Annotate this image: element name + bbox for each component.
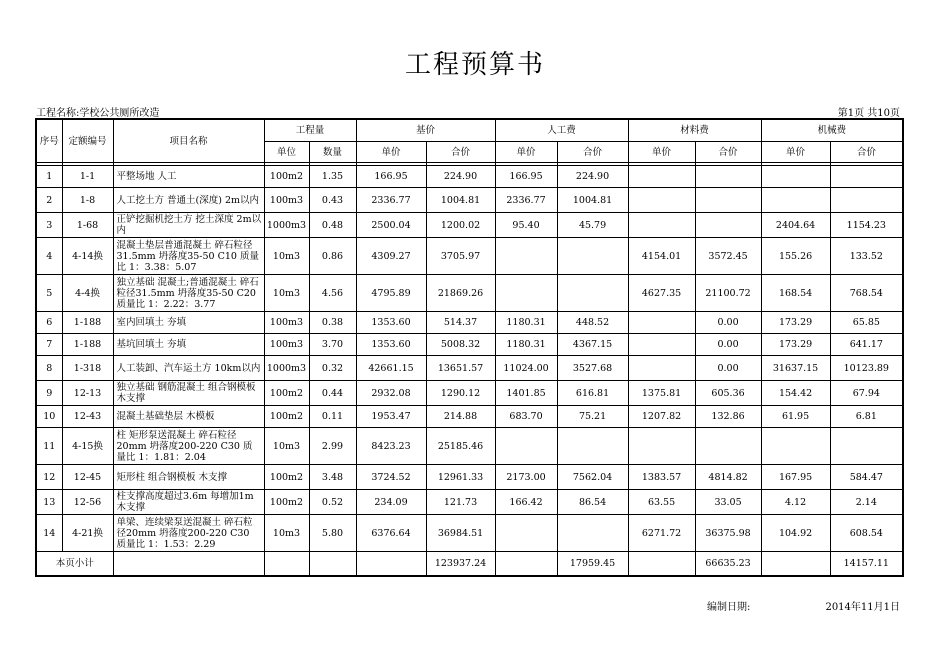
cell-name: 人工装卸、汽车运土方 10km以内: [113, 356, 264, 381]
cell-mach-total: 1154.23: [830, 213, 903, 238]
cell-mach-unit: 154.42: [761, 381, 830, 406]
cell-mat-unit: 1207.82: [628, 406, 695, 428]
subtotal-empty-cell: [309, 552, 356, 576]
cell-seq: 4: [36, 238, 62, 275]
cell-labor-unit: 95.40: [495, 213, 557, 238]
cell-code: 1-1: [62, 166, 113, 188]
cell-seq: 3: [36, 213, 62, 238]
cell-base-total: 1290.12: [426, 381, 495, 406]
cell-qty: 0.48: [309, 213, 356, 238]
cell-name: 矩形柱 组合钢模板 木支撑: [113, 465, 264, 490]
cell-unit: 100m2: [264, 465, 309, 490]
cell-name: 单梁、连续梁泵送混凝土 碎石粒径20mm 坍落度200-220 C30 质量比 1：1.53：2.29: [113, 515, 264, 552]
cell-mach-unit: 173.29: [761, 312, 830, 334]
header-base-group: 基价: [356, 119, 495, 142]
cell-name: 平整场地 人工: [113, 166, 264, 188]
cell-labor-unit: [495, 238, 557, 275]
cell-base-total: 12961.33: [426, 465, 495, 490]
cell-mat-unit: 4154.01: [628, 238, 695, 275]
subtotal-value: 17959.45: [557, 552, 628, 576]
cell-mach-unit: 4.12: [761, 490, 830, 515]
cell-name: 室内回填土 夯填: [113, 312, 264, 334]
cell-mat-unit: [628, 428, 695, 465]
cell-mach-unit: 168.54: [761, 275, 830, 312]
cell-base-total: 514.37: [426, 312, 495, 334]
page-info: 第1页 共10页: [837, 108, 900, 119]
cell-labor-total: 616.81: [557, 381, 628, 406]
cell-qty: 0.43: [309, 188, 356, 213]
cell-mat-unit: 63.55: [628, 490, 695, 515]
cell-mat-unit: 4627.35: [628, 275, 695, 312]
cell-qty: 0.38: [309, 312, 356, 334]
cell-labor-unit: 1401.85: [495, 381, 557, 406]
cell-mach-total: 10123.89: [830, 356, 903, 381]
cell-mach-unit: 61.95: [761, 406, 830, 428]
cell-qty: 3.70: [309, 334, 356, 356]
cell-labor-unit: [495, 275, 557, 312]
cell-labor-unit: [495, 428, 557, 465]
cell-labor-unit: 683.70: [495, 406, 557, 428]
cell-code: 4-15换: [62, 428, 113, 465]
header-name: 项目名称: [113, 119, 264, 163]
cell-base-unit: 2500.04: [356, 213, 426, 238]
cell-mach-unit: 167.95: [761, 465, 830, 490]
table-row: [36, 275, 903, 312]
cell-labor-total: [557, 238, 628, 275]
cell-seq: 11: [36, 428, 62, 465]
cell-code: 1-68: [62, 213, 113, 238]
cell-base-unit: 1353.60: [356, 334, 426, 356]
header-labor-group: 人工费: [495, 119, 628, 142]
cell-mat-unit: [628, 356, 695, 381]
cell-labor-unit: 1180.31: [495, 312, 557, 334]
cell-mat-unit: [628, 334, 695, 356]
cell-mat-total: [695, 188, 761, 213]
cell-unit: 100m2: [264, 166, 309, 188]
cell-unit: 10m3: [264, 238, 309, 275]
cell-seq: 13: [36, 490, 62, 515]
cell-base-total: 1004.81: [426, 188, 495, 213]
cell-labor-unit: 1180.31: [495, 334, 557, 356]
prepared-date-label: 编制日期:: [707, 602, 751, 613]
cell-labor-total: 3527.68: [557, 356, 628, 381]
header-machine-unit-price: 单价: [761, 142, 830, 163]
cell-labor-unit: 11024.00: [495, 356, 557, 381]
header-material-total: 合价: [695, 142, 761, 163]
cell-base-unit: 4309.27: [356, 238, 426, 275]
table-row: [36, 166, 903, 188]
cell-mach-unit: 31637.15: [761, 356, 830, 381]
cell-qty: 0.32: [309, 356, 356, 381]
cell-code: 12-56: [62, 490, 113, 515]
cell-mat-unit: 1383.57: [628, 465, 695, 490]
cell-unit: 1000m3: [264, 356, 309, 381]
header-count: 数量: [309, 142, 356, 163]
cell-labor-total: [557, 275, 628, 312]
cell-base-total: 25185.46: [426, 428, 495, 465]
subtotal-empty-cell: [495, 552, 557, 576]
cell-labor-total: 224.90: [557, 166, 628, 188]
cell-labor-unit: 2336.77: [495, 188, 557, 213]
cell-base-unit: 42661.15: [356, 356, 426, 381]
cell-code: 4-21换: [62, 515, 113, 552]
cell-mach-unit: 2404.64: [761, 213, 830, 238]
cell-name: 基坑回填土 夯填: [113, 334, 264, 356]
cell-mat-total: 4814.82: [695, 465, 761, 490]
table-row: [36, 515, 903, 552]
header-base-total: 合价: [426, 142, 495, 163]
subtotal-value: 66635.23: [695, 552, 761, 576]
cell-labor-total: 448.52: [557, 312, 628, 334]
cell-qty: 2.99: [309, 428, 356, 465]
cell-name: 混凝土基础垫层 木模板: [113, 406, 264, 428]
cell-base-unit: 1953.47: [356, 406, 426, 428]
cell-labor-unit: 166.95: [495, 166, 557, 188]
cell-labor-total: 45.79: [557, 213, 628, 238]
cell-name: 正铲挖掘机挖土方 挖土深度 2m以内: [113, 213, 264, 238]
cell-code: 12-45: [62, 465, 113, 490]
cell-mach-unit: 104.92: [761, 515, 830, 552]
table-row: [36, 428, 903, 465]
cell-mach-total: 65.85: [830, 312, 903, 334]
cell-labor-total: [557, 428, 628, 465]
cell-base-total: 224.90: [426, 166, 495, 188]
cell-mat-total: [695, 166, 761, 188]
cell-labor-total: [557, 515, 628, 552]
cell-labor-total: 86.54: [557, 490, 628, 515]
cell-qty: 0.11: [309, 406, 356, 428]
cell-mach-total: 133.52: [830, 238, 903, 275]
cell-code: 1-318: [62, 356, 113, 381]
project-name: 工程名称:学校公共厕所改造: [36, 108, 160, 119]
cell-base-total: 21869.26: [426, 275, 495, 312]
cell-base-total: 13651.57: [426, 356, 495, 381]
header-seq: 序号: [36, 119, 62, 163]
subtotal-empty-cell: [628, 552, 695, 576]
subtotal-empty-cell: [356, 552, 426, 576]
cell-mat-total: 132.86: [695, 406, 761, 428]
cell-seq: 12: [36, 465, 62, 490]
cell-mat-unit: [628, 213, 695, 238]
cell-name: 柱支撑高度超过3.6m 每增加1m 木支撑: [113, 490, 264, 515]
cell-seq: 1: [36, 166, 62, 188]
cell-code: 12-43: [62, 406, 113, 428]
cell-base-unit: 234.09: [356, 490, 426, 515]
cell-name: 柱 矩形泵送混凝土 碎石粒径20mm 坍落度200-220 C30 质量比 1：1.81：2.04: [113, 428, 264, 465]
cell-code: 1-188: [62, 312, 113, 334]
cell-mach-unit: [761, 166, 830, 188]
cell-code: 1-188: [62, 334, 113, 356]
table-row: [36, 490, 903, 515]
cell-name: 人工挖土方 普通土(深度) 2m以内: [113, 188, 264, 213]
header-quantity-group: 工程量: [264, 119, 356, 142]
cell-mach-total: 2.14: [830, 490, 903, 515]
cell-base-unit: 8423.23: [356, 428, 426, 465]
cell-mat-total: 21100.72: [695, 275, 761, 312]
cell-mach-total: 6.81: [830, 406, 903, 428]
cell-unit: 10m3: [264, 275, 309, 312]
table-row: [36, 356, 903, 381]
cell-mach-total: 67.94: [830, 381, 903, 406]
cell-mach-total: 641.17: [830, 334, 903, 356]
table-row: [36, 213, 903, 238]
cell-seq: 6: [36, 312, 62, 334]
cell-labor-total: 4367.15: [557, 334, 628, 356]
cell-mach-total: [830, 428, 903, 465]
subtotal-row: [36, 552, 903, 576]
cell-seq: 7: [36, 334, 62, 356]
cell-mach-unit: [761, 428, 830, 465]
cell-unit: 100m3: [264, 334, 309, 356]
cell-labor-unit: 2173.00: [495, 465, 557, 490]
cell-seq: 5: [36, 275, 62, 312]
table-row: [36, 381, 903, 406]
cell-mat-total: [695, 213, 761, 238]
cell-base-unit: 6376.64: [356, 515, 426, 552]
cell-unit: 100m2: [264, 406, 309, 428]
header-labor-total: 合价: [557, 142, 628, 163]
cell-mach-total: [830, 166, 903, 188]
cell-unit: 100m2: [264, 381, 309, 406]
cell-labor-total: 1004.81: [557, 188, 628, 213]
table-row: [36, 465, 903, 490]
cell-mach-total: 584.47: [830, 465, 903, 490]
cell-base-total: 5008.32: [426, 334, 495, 356]
cell-base-total: 36984.51: [426, 515, 495, 552]
cell-code: 1-8: [62, 188, 113, 213]
cell-labor-total: 7562.04: [557, 465, 628, 490]
cell-base-unit: 3724.52: [356, 465, 426, 490]
header-code: 定额编号: [62, 119, 113, 163]
table-row: [36, 312, 903, 334]
cell-base-total: 214.88: [426, 406, 495, 428]
cell-seq: 9: [36, 381, 62, 406]
subtotal-value: 123937.24: [426, 552, 495, 576]
cell-qty: 0.44: [309, 381, 356, 406]
cell-name: 混凝土垫层普通混凝土 碎石粒径31.5mm 坍落度35-50 C10 质量比 1：3.38：5.07: [113, 238, 264, 275]
subtotal-value: 14157.11: [830, 552, 903, 576]
cell-base-unit: 2932.08: [356, 381, 426, 406]
cell-mat-unit: [628, 188, 695, 213]
cell-mach-total: 608.54: [830, 515, 903, 552]
budget-table: [35, 118, 904, 577]
table-row: [36, 238, 903, 275]
cell-unit: 100m3: [264, 312, 309, 334]
header-machine-group: 机械费: [761, 119, 903, 142]
cell-base-unit: 166.95: [356, 166, 426, 188]
cell-mach-unit: 173.29: [761, 334, 830, 356]
cell-code: 12-13: [62, 381, 113, 406]
table-row: [36, 188, 903, 213]
cell-code: 4-4换: [62, 275, 113, 312]
cell-name: 独立基础 钢筋混凝土 组合钢模板 木支撑: [113, 381, 264, 406]
cell-mach-total: 768.54: [830, 275, 903, 312]
cell-qty: 0.86: [309, 238, 356, 275]
cell-seq: 2: [36, 188, 62, 213]
cell-qty: 4.56: [309, 275, 356, 312]
cell-mach-unit: [761, 188, 830, 213]
header-labor-unit-price: 单价: [495, 142, 557, 163]
document-title: 工程预算书: [404, 50, 545, 80]
cell-mat-unit: 6271.72: [628, 515, 695, 552]
cell-name: 独立基础 混凝土;普通混凝土 碎石粒径31.5mm 坍落度35-50 C20 质量比 1：2.22：3.77: [113, 275, 264, 312]
cell-seq: 10: [36, 406, 62, 428]
cell-unit: 10m3: [264, 428, 309, 465]
cell-seq: 14: [36, 515, 62, 552]
cell-code: 4-14换: [62, 238, 113, 275]
subtotal-empty-cell: [113, 552, 264, 576]
cell-mat-total: 33.05: [695, 490, 761, 515]
cell-mat-total: 3572.45: [695, 238, 761, 275]
cell-unit: 10m3: [264, 515, 309, 552]
cell-mat-total: [695, 428, 761, 465]
cell-qty: 0.52: [309, 490, 356, 515]
cell-base-unit: 1353.60: [356, 312, 426, 334]
table-row: [36, 334, 903, 356]
header-material-unit-price: 单价: [628, 142, 695, 163]
cell-mat-unit: [628, 166, 695, 188]
cell-mat-unit: [628, 312, 695, 334]
cell-qty: 5.80: [309, 515, 356, 552]
cell-unit: 1000m3: [264, 213, 309, 238]
cell-mat-total: 605.36: [695, 381, 761, 406]
header-base-unit-price: 单价: [356, 142, 426, 163]
cell-unit: 100m2: [264, 490, 309, 515]
prepared-date: 2014年11月1日: [825, 602, 900, 613]
header-unit: 单位: [264, 142, 309, 163]
subtotal-empty-cell: [761, 552, 830, 576]
cell-labor-unit: [495, 515, 557, 552]
cell-mat-unit: 1375.81: [628, 381, 695, 406]
cell-qty: 1.35: [309, 166, 356, 188]
subtotal-label: 本页小计: [36, 552, 113, 576]
cell-base-unit: 4795.89: [356, 275, 426, 312]
header-machine-total: 合价: [830, 142, 903, 163]
cell-qty: 3.48: [309, 465, 356, 490]
cell-seq: 8: [36, 356, 62, 381]
header-material-group: 材料费: [628, 119, 761, 142]
cell-labor-unit: 166.42: [495, 490, 557, 515]
subtotal-empty-cell: [264, 552, 309, 576]
cell-mat-total: 0.00: [695, 312, 761, 334]
cell-mat-total: 0.00: [695, 334, 761, 356]
table-row: [36, 406, 903, 428]
cell-labor-total: 75.21: [557, 406, 628, 428]
cell-base-total: 3705.97: [426, 238, 495, 275]
cell-mach-total: [830, 188, 903, 213]
cell-mach-unit: 155.26: [761, 238, 830, 275]
cell-base-unit: 2336.77: [356, 188, 426, 213]
cell-base-total: 1200.02: [426, 213, 495, 238]
cell-mat-total: 36375.98: [695, 515, 761, 552]
cell-unit: 100m3: [264, 188, 309, 213]
table-body: [36, 163, 903, 576]
cell-mat-total: 0.00: [695, 356, 761, 381]
cell-base-total: 121.73: [426, 490, 495, 515]
